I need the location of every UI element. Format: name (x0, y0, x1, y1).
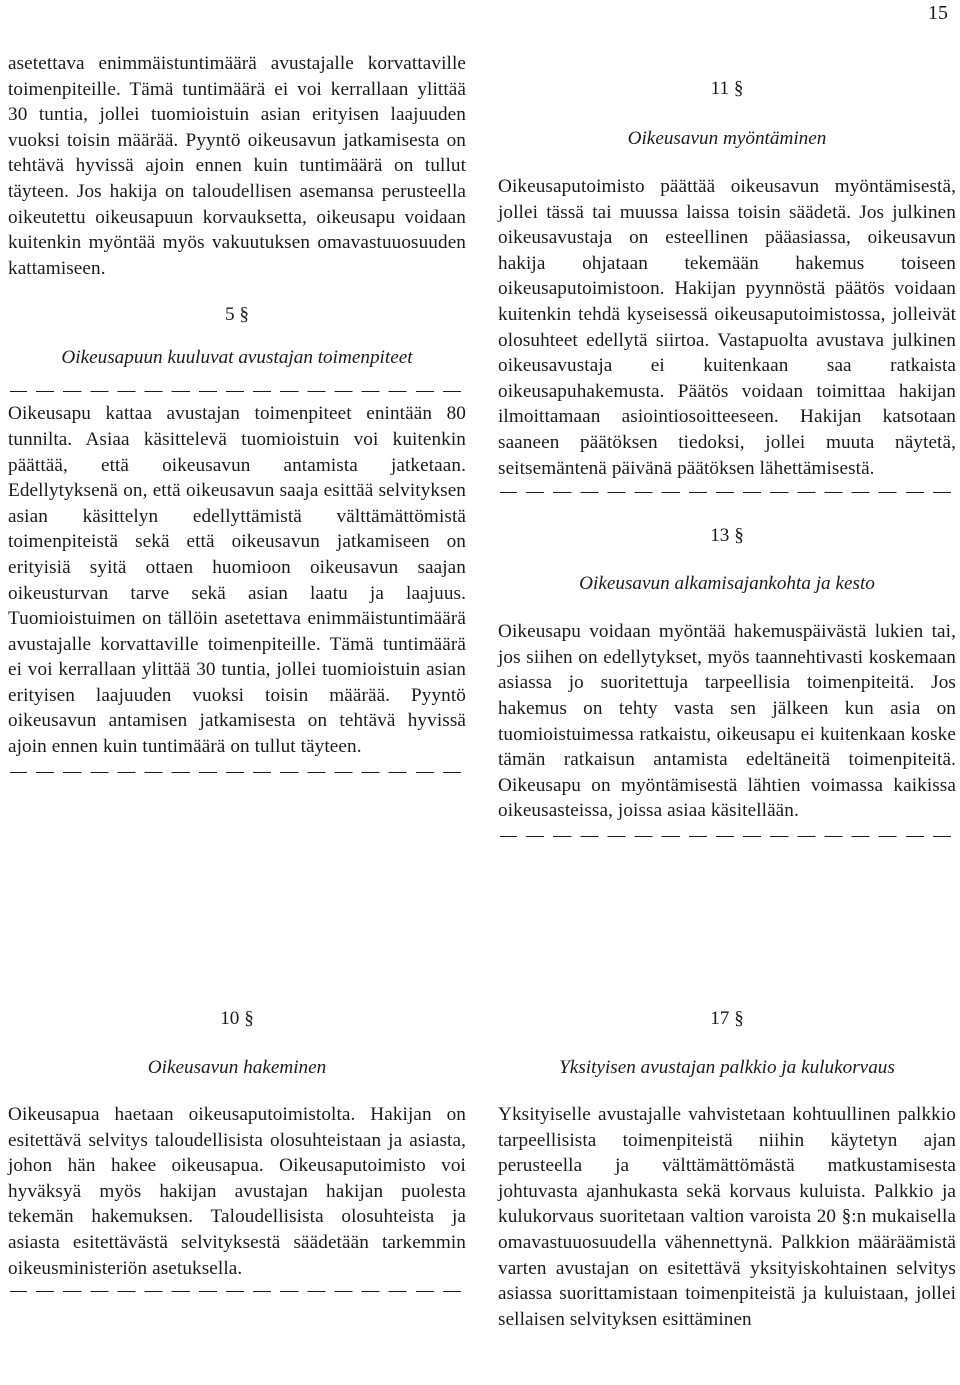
section-10-title: Oikeusavun hakeminen (147, 1057, 327, 1078)
section-10-number: 10 § (220, 1008, 254, 1029)
section-17-number: 17 § (710, 1008, 744, 1029)
right-column (498, 76, 956, 837)
intro-paragraph: asetettava enimmäistuntimäärä avustajalle korvattaville toimenpiteille. Tämä tuntimäärä ei voi kerrallaan ylittää 30 tuntia, jollei tuomioistuin asian erityisen laajuuden vuoksi toisin määrää. Pyyntö oikeusavun jatkamisesta on tehtävä hyvissä ajoin ennen kuin tuntimäärä on tullut täyteen. Jos hakija on taloudellisen asemansa perusteella oikeutettu oikeusapuun korvauksetta, oikeusapu voidaan kuitenkin myöntää myös vakuutuksen omavastuuosuuden kattamiseen. (8, 53, 466, 279)
section-5-paragraph: Oikeusapu kattaa avustajan toimenpiteet enintään 80 tunnilta. Asiaa käsittelevä tuomioistuin voi kuitenkin päättää, että oikeusavun antamista jatketaan. Edellytyksenä on, että oikeusavun saaja esittää selvityksen asian käsittelyn edellyttämistä välttämättömistä toimenpiteistä sekä että oikeusavun jatkamiseen on erityisiä syitä ottaen huomioon oikeusavun saajan oikeusturvan tarve sekä asian laatu ja laajuus. Tuomioistuimen on tällöin asetettava enimmäistuntimäärä avustajalle korvattaville toimenpiteille. Tämä tuntimäärä ei voi kerrallaan ylittää 30 tuntia, jollei tuomioistuin asian erityisen laajuuden vuoksi toisin määrää. Pyyntö oikeusavun antamisen jatkamisesta on tehtävä hyvissä ajoin ennen kuin tuntimäärä on tullut täyteen. (8, 403, 466, 758)
left-column (8, 51, 466, 773)
section-10-end-divider (10, 1291, 464, 1292)
section-17-title: Yksityisen avustajan palkkio ja kulukorvaus (559, 1057, 895, 1078)
section-13-paragraph: Oikeusapu voidaan myöntää hakemuspäivästä lukien tai, jos siihen on edellytykset, myös taannehtivasti koskemaan asiassa jo suoritettuja tarpeellisia toimenpiteitä. Jos hakemus on tehty vasta sen jälkeen kun asia on tuomioistuimessa ratkaistu, oikeusapu ei kuitenkaan koske tämän ratkaisun antamista edeltäneitä toimenpiteitä. Oikeusapu on myöntämisestä lähtien voimassa kaikissa oikeusasteissa, joissa asiaa käsitellään. (498, 621, 956, 822)
section-17-paragraph: Yksityiselle avustajalle vahvistetaan kohtuullinen palkkio tarpeellisista toimenpiteistä niihin käytetyn ajan perusteella ja välttämättömästä matkustamisesta johtuvasta ajanhukasta sekä korvaus kuluista. Palkkio ja kulukorvaus suoritetaan valtion varoista 20 §:n mukaisella omavastuuosuudella vähennettynä. Palkkion määräämistä varten avustajan on esitettävä yksityiskohtainen selvitys asiassa suorittamistaan toimenpiteistä ja kuluistaan, jollei sellaisen selvityksen esittäminen (498, 1104, 956, 1330)
section-11-number: 11 § (710, 78, 744, 99)
left-column-lower (8, 1006, 466, 1292)
section-11-title: Oikeusavun myöntäminen (627, 128, 827, 149)
section-5-number: 5 § (225, 304, 249, 326)
section-13-end-divider (500, 836, 954, 837)
page-number: 15 (928, 2, 948, 24)
section-10-paragraph: Oikeusapua haetaan oikeusaputoimistolta. Hakijan on esitettävä selvitys taloudellisista olosuhteistaan ja asiasta, johon hän hakee oikeusapua. Oikeusaputoimisto voi hyväksyä myös hakijan avustajan hakijan puolesta tekemän hakemuksen. Taloudellisista olosuhteista ja asiasta esitettävästä selvityksestä säädetään tarkemmin oikeusministeriön asetuksella. (8, 1104, 466, 1279)
section-5-end-divider (10, 772, 464, 773)
section-11-paragraph: Oikeusaputoimisto päättää oikeusavun myöntämisestä, jollei tässä tai muussa laissa toisin säädetä. Jos julkinen oikeusavustaja on esteellinen pääasiassa, oikeusavun hakija ohjataan tekemään hakemus toiseen oikeusaputoimistoon. Hakijan pyynnöstä päätös voidaan kuitenkin tehdä kyseisessä oikeusaputoimistossa, jolleivät olosuhteet edellytä siirtoa. Vastapuolta avustava julkinen oikeusavustaja ei kuitenkaan saa ratkaista oikeusapuhakemusta. Päätös voidaan toimittaa hakijan ilmoittamaan asiointiosoitteeseen. Hakijan katsotaan saaneen päätöksen tiedoksi, jollei muuta näytetä, seitsemäntenä päivänä päätöksen lähettämisestä. (498, 176, 956, 479)
section-5-title: Oikeusapuun kuuluvat avustajan toimenpiteet (61, 347, 413, 369)
right-column-lower (498, 1006, 956, 1332)
section-13-title: Oikeusavun alkamisajankohta ja kesto (579, 573, 875, 595)
section-13-number: 13 § (710, 525, 744, 547)
